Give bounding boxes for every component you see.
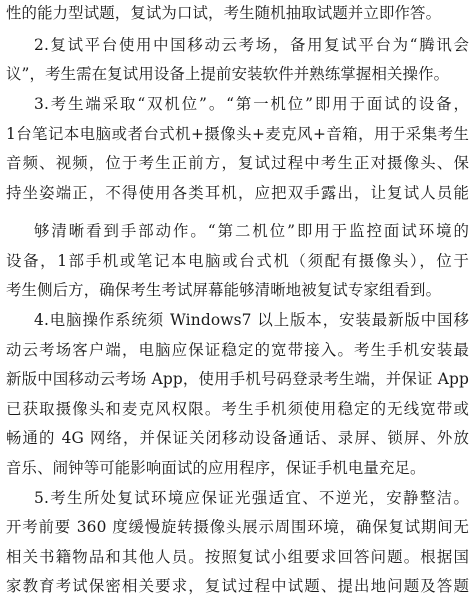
text-line-5: 1台笔记本电脑或者台式机+摄像头+麦克风+音箱，用于采集考生 — [6, 125, 469, 143]
text-line-16: 音乐、闹钟等可能影响面试的应用程序，保证手机电量充足。 — [6, 459, 426, 477]
text-line-13: 新版中国移动云考场 App，使用手机号码登录考生端，并保证 App — [6, 370, 469, 388]
text-line-1: 性的能力型试题，复试为口试，考生随机抽取试题并立即作答。 — [6, 4, 442, 22]
text-line-20: 家教育考试保密相关要求，复试过程中试题、提出地问题及答题 — [6, 577, 469, 595]
text-line-15: 畅通的 4G 网络，并保证关闭移动设备通话、录屏、锁屏、外放 — [6, 429, 469, 447]
text-line-12: 动云考场客户端，电脑应保证稳定的宽带接入。考生手机安装最 — [6, 341, 469, 359]
text-line-6: 音频、视频，位于考生正前方，复试过程中考生正对摄像头、保 — [6, 154, 469, 172]
text-line-10: 考生侧后方，确保考生考试屏幕能够清晰地被复试专家组看到。 — [6, 281, 442, 299]
text-line-4: 3.考生端采取“双机位”。“第一机位”即用于面试的设备， — [34, 95, 469, 113]
text-line-11: 4.电脑操作系统须 Windows7 以上版本，安装最新版中国移 — [34, 311, 469, 329]
text-line-3: 议”，考生需在复试用设备上提前安装软件并熟练掌握相关操作。 — [6, 65, 450, 83]
text-line-14: 已获取摄像头和麦克风权限。考生手机须使用稳定的无线宽带或 — [6, 400, 469, 418]
text-line-18: 开考前要 360 度缓慢旋转摄像头展示周围环境，确保复试期间无 — [6, 518, 469, 536]
text-line-8: 够清晰看到手部动作。“第二机位”即用于监控面试环境的 — [34, 222, 469, 240]
text-line-17: 5.考生所处复试环境应保证光强适宜、不逆光，安静整洁。 — [34, 489, 469, 507]
text-line-19: 相关书籍物品和其他人员。按照复试小组要求回答问题。根据国 — [6, 548, 469, 566]
text-line-2: 2.复试平台使用中国移动云考场，备用复试平台为“腾讯会 — [34, 36, 469, 54]
text-line-7: 持坐姿端正，不得使用各类耳机，应把双手露出，让复试人员能 — [6, 184, 469, 202]
text-line-9: 设备，1部手机或笔记本电脑或台式机（须配有摄像头），位于 — [6, 252, 469, 270]
